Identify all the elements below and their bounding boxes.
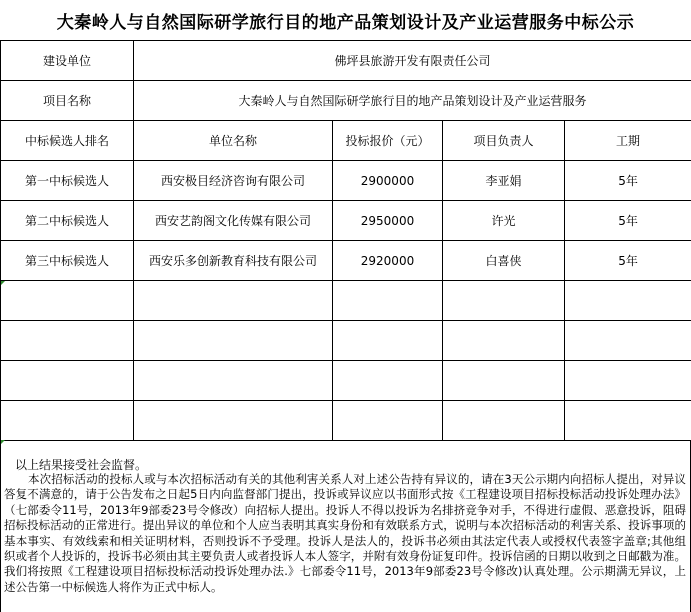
- bid-result-table: [0, 40, 691, 441]
- empty-cell: [1, 401, 134, 441]
- empty-cell: [565, 321, 691, 361]
- supervision-note: 以上结果接受社会监督。: [15, 458, 148, 472]
- empty-cell: [565, 401, 691, 441]
- empty-cell: [1, 281, 134, 321]
- objection-paragraph: 本次招标活动的投标人或与本次招标活动有关的其他利害关系人对上述公告持有异议的，请在3天公示期内向招标人提出，对异议答复不满意的，请于公告发布之日起5日内向监督部门提出，投诉或异议应以书面形式按《工程建设项目招标投标活动投诉处理办法》（七部委令11号，2013年9部委23号令修改）向招标人提出。投诉人不得以投诉为名排挤竞争对手，不得进行虚假、恶意投诉，阻碍招标投标活动的正常进行。提出异议的单位和个人应当表明其真实身份和有效联系方式，说明与本次招标活动的利害关系、投诉事项的基本事实、有效线索和相关证明材料，否则投诉不予受理。投诉人是法人的，投诉书必须由其法定代表人或授权代表签字盖章;其他组织或者个人投诉的，投诉书必须由其主要负责人或者投诉人本人签字，并附有效身份证复印件。投诉信函的日期以收到之日邮戳为准。我们将按照《工程建设项目招标投标活动投诉处理办法.》七部委令11号，2013年9部委23号令修改)认真处理。公示期满无异议，上述公告第一中标候选人将作为正式中标人。: [4, 472, 686, 594]
- price-cell: 2900000: [333, 161, 443, 201]
- empty-cell: [443, 401, 565, 441]
- empty-cell: [134, 401, 333, 441]
- table-row: [1, 201, 691, 241]
- header-row: [1, 121, 691, 161]
- leader-cell: 白喜侠: [443, 241, 565, 281]
- header-price: 投标报价（元）: [333, 121, 443, 161]
- project-value: 大秦岭人与自然国际研学旅行目的地产品策划设计及产业运营服务: [134, 81, 691, 121]
- project-label: 项目名称: [1, 81, 134, 121]
- company-cell: 西安极目经济咨询有限公司: [134, 161, 333, 201]
- price-cell: 2920000: [333, 241, 443, 281]
- company-cell: 西安艺韵阁文化传媒有限公司: [134, 201, 333, 241]
- duration-cell: 5年: [565, 241, 691, 281]
- unit-value: 佛坪县旅游开发有限责任公司: [134, 41, 691, 81]
- empty-cell: [443, 361, 565, 401]
- price-cell: 2950000: [333, 201, 443, 241]
- leader-cell: 许光: [443, 201, 565, 241]
- duration-cell: 5年: [565, 161, 691, 201]
- header-company: 单位名称: [134, 121, 333, 161]
- notes-section: [0, 440, 691, 612]
- empty-cell: [333, 361, 443, 401]
- company-cell: 西安乐多创新教育科技有限公司: [134, 241, 333, 281]
- empty-row: [1, 401, 691, 441]
- empty-cell: [565, 281, 691, 321]
- unit-row: [1, 41, 691, 81]
- rank-cell: 第三中标候选人: [1, 241, 134, 281]
- header-rank: 中标候选人排名: [1, 121, 134, 161]
- duration-cell: 5年: [565, 201, 691, 241]
- empty-row: [1, 321, 691, 361]
- page-title: 大秦岭人与自然国际研学旅行目的地产品策划设计及产业运营服务中标公示: [56, 12, 635, 33]
- empty-row: [1, 361, 691, 401]
- empty-cell: [565, 361, 691, 401]
- empty-cell: [443, 321, 565, 361]
- empty-cell: [1, 361, 134, 401]
- cell-marker-icon: [1, 281, 5, 285]
- leader-cell: 李亚娟: [443, 161, 565, 201]
- empty-cell: [443, 281, 565, 321]
- header-duration: 工期: [565, 121, 691, 161]
- table-row: [1, 161, 691, 201]
- empty-row: [1, 281, 691, 321]
- header-leader: 项目负责人: [443, 121, 565, 161]
- unit-label: 建设单位: [1, 41, 134, 81]
- rank-cell: 第二中标候选人: [1, 201, 134, 241]
- project-row: [1, 81, 691, 121]
- rank-cell: 第一中标候选人: [1, 161, 134, 201]
- empty-cell: [333, 401, 443, 441]
- empty-cell: [134, 361, 333, 401]
- table-row: [1, 241, 691, 281]
- empty-cell: [333, 321, 443, 361]
- empty-cell: [1, 321, 134, 361]
- empty-cell: [134, 321, 333, 361]
- empty-cell: [333, 281, 443, 321]
- empty-cell: [134, 281, 333, 321]
